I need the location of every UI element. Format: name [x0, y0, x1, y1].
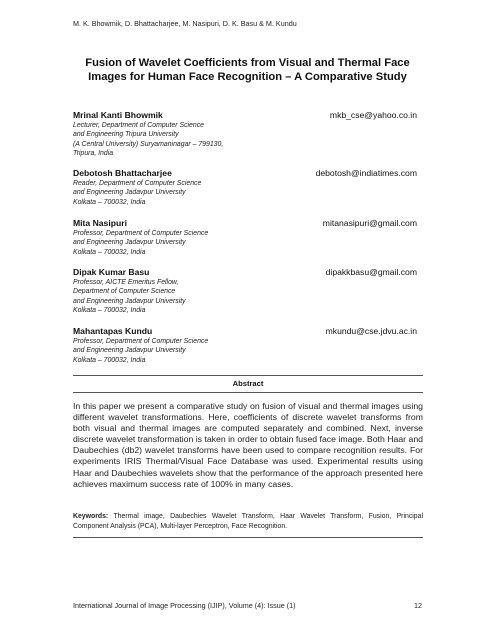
author-block-bhowmik [73, 110, 417, 158]
footer-journal-citation: International Journal of Image Processing (IJIP), Volume (4): Issue (1) [73, 601, 296, 610]
abstract-heading-rule [73, 392, 423, 393]
author-affiliation-line: and Engineering Jadavpur University [73, 297, 186, 305]
author-affiliation-line: and Engineering Jadavpur University [73, 347, 186, 355]
author-name: Debotosh Bhattacharjee [73, 168, 172, 178]
author-name: Dipak Kumar Basu [73, 267, 150, 277]
author-affiliation-line: Professor, Department of Computer Science [73, 230, 209, 237]
author-affiliation-line: Department of Computer Science [73, 288, 176, 296]
author-name: Mrinal Kanti Bhowmik [73, 110, 163, 120]
author-affiliation-line: Kolkata – 700032, India [73, 356, 146, 364]
keywords-text: Thermal image, Daubechies Wavelet Transform, Haar Wavelet Transform, Fusion, Principal Component Analysis (PCA), Multi-layer Perceptron, Face Recognition. [73, 513, 423, 530]
author-affiliation-line: Lecturer, Department of Computer Science [73, 122, 204, 129]
author-affiliation-line: Professor, Department of Computer Science [73, 338, 209, 345]
author-email: mitanasipuri@gmail.com [322, 218, 417, 228]
abstract-heading: Abstract [232, 379, 264, 388]
author-affiliation-line: and Engineering Jadavpur University [73, 239, 186, 247]
abstract-body: In this paper we present a comparative study on fusion of visual and thermal images using different wavelet transformations. Here, coefficients of discrete wavelet transforms from both visual and thermal images are computed separately and combined. Next, inverse discrete wavelet transformation is taken in order to obtain fused face image. Both Haar and Daubechies (db2) wavelet transforms have been used to compare recognition results. For experiments IRIS Thermal/Visual Face Database was used. Experimental results using Haar and Daubechies wavelets show that the performance of the approach presented here achieves maximum success rate of 100% in many cases. [73, 401, 423, 489]
abstract-top-rule [73, 375, 423, 376]
author-affiliation-line: Kolkata – 700032, India [73, 248, 146, 256]
page-number: 12 [414, 601, 422, 610]
author-block-kundu [73, 326, 417, 365]
abstract-bottom-rule [73, 537, 423, 538]
author-block-bhattacharjee [73, 168, 417, 207]
title-line-2: Images for Human Face Recognition – A Comparative Study [88, 71, 407, 83]
running-header: M. K. Bhowmik, D. Bhattacharjee, M. Nasipuri, D. K. Basu & M. Kundu [73, 19, 297, 28]
author-email: mkb_cse@yahoo.co.in [329, 110, 417, 120]
author-affiliation-line: Reader, Department of Computer Science [73, 180, 202, 187]
keywords-paragraph [73, 512, 423, 531]
author-affiliation-line: Professor, AICTE Emeritus Fellow, [73, 279, 179, 286]
author-email: mkundu@cse.jdvu.ac.in [325, 326, 417, 336]
author-affiliation-line: and Engineering Tripura University [73, 131, 179, 139]
author-email: debotosh@indiatimes.com [315, 168, 417, 178]
author-affiliation-line: (A Central University) Suryamaninagar – 799130, [73, 140, 224, 148]
author-affiliation-line: Kolkata – 700032, India [73, 306, 146, 314]
keywords-label: Keywords: [73, 513, 109, 520]
author-name: Mahantapas Kundu [73, 326, 153, 336]
author-block-basu [73, 267, 417, 315]
author-name: Mita Nasipuri [73, 218, 127, 228]
author-affiliation-line: Kolkata – 700032, India [73, 198, 146, 206]
paper-title [40, 56, 455, 84]
author-email: dipakkbasu@gmail.com [325, 267, 417, 277]
author-affiliation-line: and Engineering Jadavpur University [73, 189, 186, 197]
author-affiliation-line: Tripura, India [73, 149, 114, 157]
author-block-nasipuri [73, 218, 417, 257]
title-line-1: Fusion of Wavelet Coefficients from Visual and Thermal Face [85, 57, 410, 69]
